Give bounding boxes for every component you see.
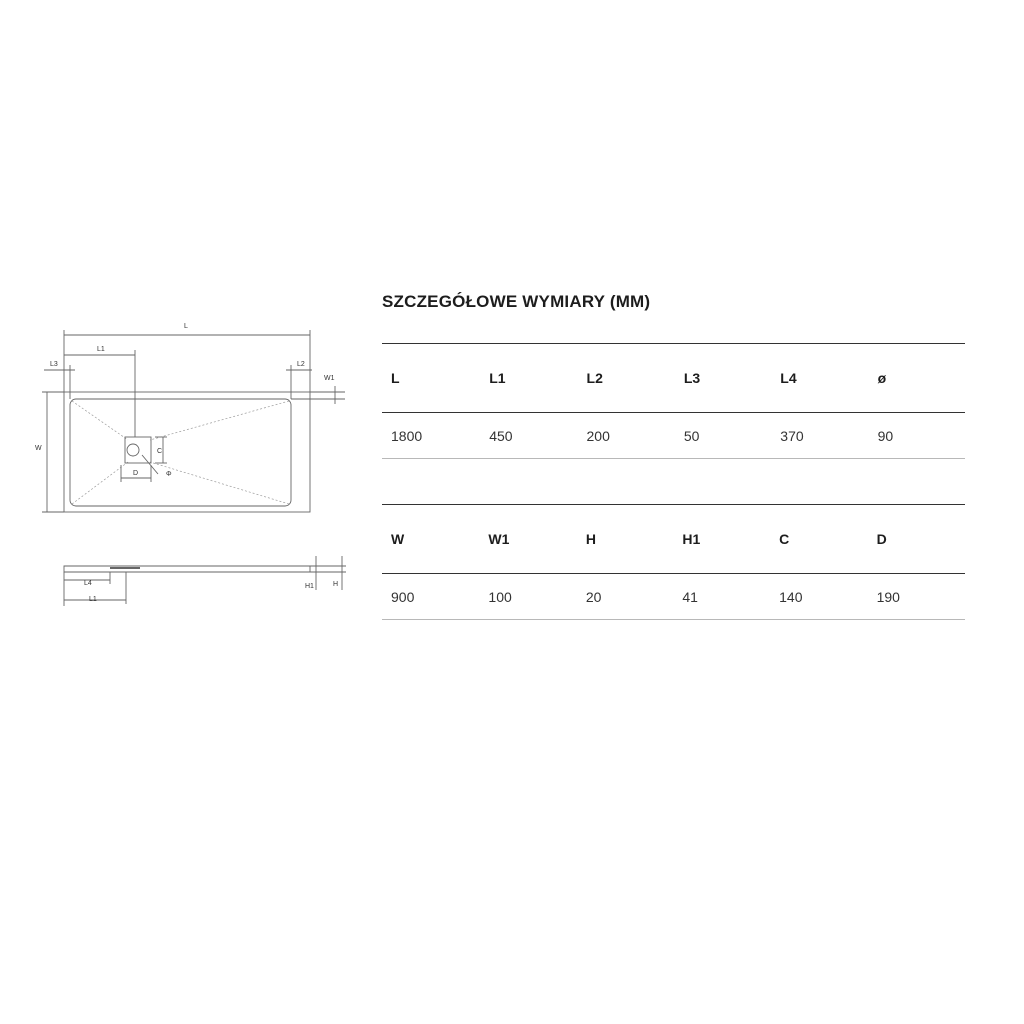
table-cell: 100 bbox=[488, 588, 512, 605]
table-cell: 190 bbox=[876, 588, 900, 605]
label-H: H bbox=[333, 581, 339, 588]
label-phi: Φ bbox=[166, 471, 172, 478]
table-cell: 1800 bbox=[391, 427, 423, 444]
header-row bbox=[382, 344, 965, 413]
table-cell: 50 bbox=[683, 427, 700, 444]
drain-box bbox=[125, 437, 151, 463]
drain-hole bbox=[127, 444, 139, 456]
column-header: W bbox=[391, 531, 405, 547]
column-header: L4 bbox=[780, 370, 797, 386]
label-W: W bbox=[35, 445, 42, 452]
column-header: L bbox=[391, 370, 400, 386]
table-cell: 200 bbox=[586, 427, 610, 444]
column-header: L2 bbox=[586, 370, 603, 386]
dimensions-table-1 bbox=[382, 343, 965, 459]
tray-outline bbox=[64, 392, 310, 512]
page-title: SZCZEGÓŁOWE WYMIARY (MM) bbox=[382, 292, 651, 311]
table-cell: 90 bbox=[877, 427, 894, 444]
label-H1: H1 bbox=[305, 583, 314, 590]
tray-side-profile bbox=[64, 566, 310, 572]
label-W1: W1 bbox=[324, 375, 335, 382]
table-cell: 450 bbox=[489, 427, 513, 444]
shower-tray-technical-drawing bbox=[0, 0, 360, 640]
table-cell: 140 bbox=[779, 588, 803, 605]
dimensions-table-2 bbox=[382, 504, 965, 620]
table-cell: 900 bbox=[391, 588, 415, 605]
column-header: C bbox=[779, 531, 790, 547]
label-L3: L3 bbox=[50, 361, 58, 368]
table-row bbox=[382, 574, 965, 620]
table-cell: 20 bbox=[585, 588, 602, 605]
label-C: C bbox=[157, 448, 163, 455]
column-header: H bbox=[585, 531, 596, 547]
header-row bbox=[382, 505, 965, 574]
label-L4: L4 bbox=[84, 580, 92, 587]
table-cell: 41 bbox=[682, 588, 698, 605]
column-header: W1 bbox=[488, 531, 510, 547]
label-L2: L2 bbox=[297, 361, 305, 368]
table-cell: 370 bbox=[780, 427, 804, 444]
column-header: L3 bbox=[683, 370, 701, 386]
column-header: D bbox=[876, 531, 887, 547]
column-header: ø bbox=[877, 370, 887, 386]
label-D: D bbox=[133, 470, 139, 477]
label-L1: L1 bbox=[97, 346, 105, 353]
column-header: L1 bbox=[489, 370, 506, 386]
column-header: H1 bbox=[682, 531, 701, 547]
label-L: L bbox=[184, 323, 188, 330]
table-row bbox=[382, 413, 965, 459]
tray-inner-basin bbox=[70, 399, 291, 506]
label-side-L1: L1 bbox=[89, 596, 97, 603]
